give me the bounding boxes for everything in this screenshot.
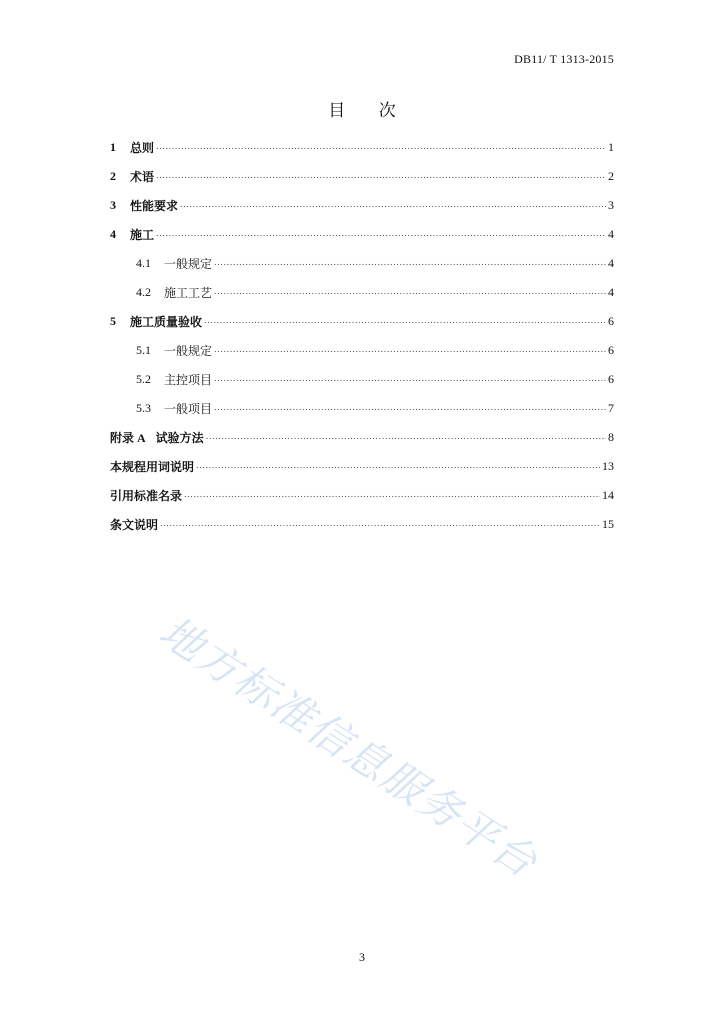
- toc-entry-label: 术语: [130, 170, 155, 184]
- toc-entry-page: 6: [608, 372, 614, 386]
- toc-entry-number: 附录 A: [110, 431, 146, 445]
- toc-entry-page: 6: [608, 314, 614, 328]
- toc-entry[interactable]: [110, 394, 614, 423]
- toc-entry-page: 4: [608, 227, 614, 241]
- toc-entry-page: 2: [608, 169, 614, 183]
- toc-entry-number: 1: [110, 140, 116, 154]
- toc-entry-label: 本规程用词说明: [110, 460, 195, 474]
- toc-leader-dots: [214, 376, 606, 388]
- toc-entry-label: 性能要求: [130, 199, 179, 213]
- toc-entry[interactable]: [110, 510, 614, 539]
- toc-entry[interactable]: [110, 336, 614, 365]
- toc-entry-page: 4: [608, 256, 614, 270]
- toc-entry[interactable]: [110, 452, 614, 481]
- toc-entry[interactable]: [110, 423, 614, 452]
- watermark-text: 地方标准信息服务平台: [150, 606, 547, 888]
- toc-leader-dots: [156, 173, 606, 185]
- toc-entry[interactable]: [110, 278, 614, 307]
- toc-entry-number: 2: [110, 169, 116, 183]
- toc-entry-label: 试验方法: [155, 431, 204, 445]
- toc-entry-label: 引用标准名录: [110, 489, 183, 503]
- toc-leader-dots: [204, 318, 606, 330]
- toc-entry-number: 5.3: [136, 401, 151, 415]
- toc-entry-label: 一般规定: [164, 344, 213, 358]
- toc-entry-number: 4.2: [136, 285, 151, 299]
- toc-entry-label: 条文说明: [110, 518, 159, 532]
- toc-entry-label: 施工工艺: [164, 286, 213, 300]
- toc-entry-label: 施工: [130, 228, 155, 242]
- toc-entry[interactable]: [110, 133, 614, 162]
- toc-leader-dots: [196, 463, 600, 475]
- toc-entry-page: 4: [608, 285, 614, 299]
- toc-leader-dots: [214, 347, 606, 359]
- toc-entry[interactable]: [110, 220, 614, 249]
- toc-entry-number: 5.2: [136, 372, 151, 386]
- toc-entry-number: 4.1: [136, 256, 151, 270]
- toc-entry[interactable]: [110, 249, 614, 278]
- toc-entry-page: 3: [608, 198, 614, 212]
- toc-entry[interactable]: [110, 481, 614, 510]
- toc-entry-page: 13: [602, 459, 614, 473]
- toc-entry-number: 3: [110, 198, 116, 212]
- toc-leader-dots: [160, 521, 600, 533]
- toc-entry[interactable]: [110, 162, 614, 191]
- toc-entry-label: 总则: [130, 141, 155, 155]
- toc-entry-number: 5: [110, 314, 116, 328]
- toc-entry[interactable]: [110, 365, 614, 394]
- toc-entry[interactable]: [110, 307, 614, 336]
- toc-leader-dots: [156, 231, 606, 243]
- toc-leader-dots: [180, 202, 606, 214]
- toc-entry-number: 5.1: [136, 343, 151, 357]
- document-code: DB11/ T 1313-2015: [514, 52, 614, 66]
- toc-entry-page: 8: [608, 430, 614, 444]
- toc-leader-dots: [214, 289, 606, 301]
- toc-entry-label: 一般规定: [164, 257, 213, 271]
- toc-entry-page: 1: [608, 140, 614, 154]
- toc-title: 目 次: [328, 101, 410, 121]
- toc-entry-page: 7: [608, 401, 614, 415]
- toc-entry-label: 主控项目: [164, 373, 213, 387]
- toc-entry-label: 施工质量验收: [130, 315, 203, 329]
- toc-entry-label: 一般项目: [164, 402, 213, 416]
- toc-entry-number: 4: [110, 227, 116, 241]
- toc-leader-dots: [214, 260, 606, 272]
- page-number: 3: [359, 950, 365, 964]
- toc-leader-dots: [184, 492, 600, 504]
- toc-entry-page: 6: [608, 343, 614, 357]
- toc-leader-dots: [214, 405, 606, 417]
- toc-leader-dots: [206, 434, 606, 446]
- toc-entry[interactable]: [110, 191, 614, 220]
- table-of-contents: [110, 133, 614, 539]
- toc-entry-page: 14: [602, 488, 614, 502]
- toc-entry-page: 15: [602, 517, 614, 531]
- toc-leader-dots: [156, 144, 606, 156]
